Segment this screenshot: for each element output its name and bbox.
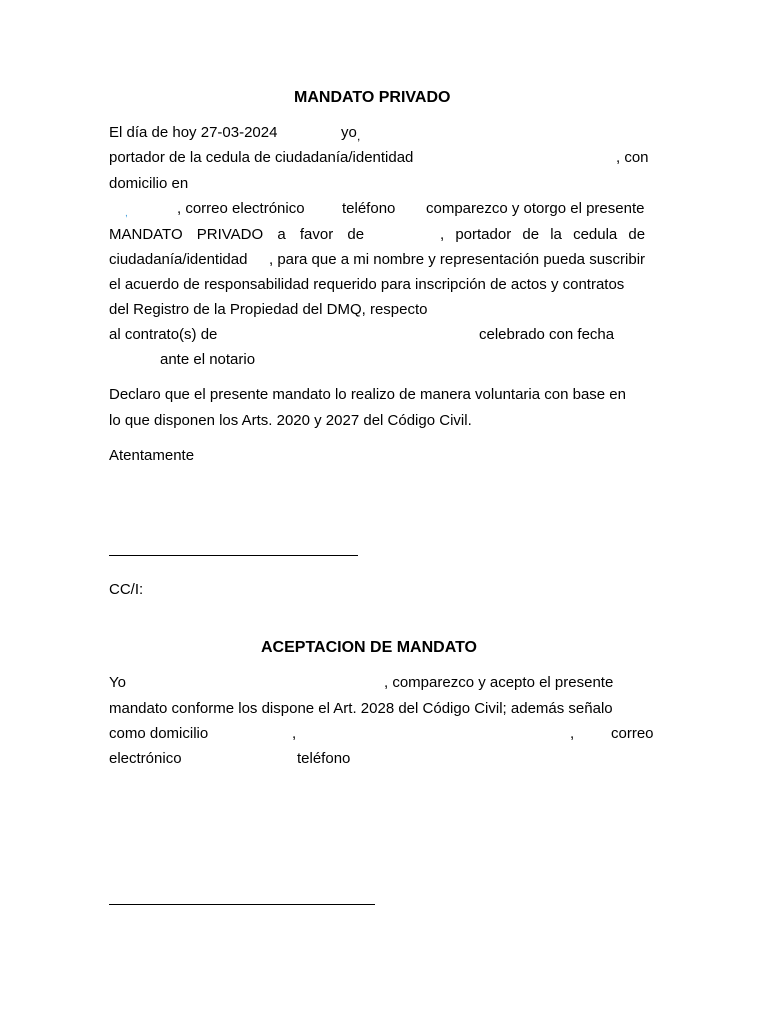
text-electronico: electrónico <box>109 750 182 767</box>
text-portador-2: , portador de la cedula de <box>440 226 646 243</box>
text-acuerdo: el acuerdo de responsabilidad requerido para inscripción de actos y contratos <box>109 276 625 293</box>
text-correo-2: correo <box>611 725 654 742</box>
signature-line-mandatario <box>109 904 375 905</box>
text-registro: del Registro de la Propiedad del DMQ, respecto <box>109 301 428 318</box>
text-date: El día de hoy 27-03-2024 <box>109 124 278 141</box>
text-atentamente: Atentamente <box>109 447 195 464</box>
text-acepto: , comparezco y acepto el presente <box>384 674 614 691</box>
text-con: , con <box>616 149 649 166</box>
text-comma-b: , <box>570 725 575 742</box>
text-telefono-2: teléfono <box>297 750 351 767</box>
text-declaro-2: lo que disponen los Arts. 2020 y 2027 del Código Civil. <box>109 412 472 429</box>
signature-line-mandante <box>109 555 358 556</box>
text-contrato: al contrato(s) de <box>109 326 218 343</box>
text-comma-a: , <box>292 725 297 742</box>
text-notario: ante el notario <box>160 351 256 368</box>
text-mandato-favor: MANDATO PRIVADO a favor de <box>109 226 365 243</box>
text-conforme: mandato conforme los dispone el Art. 2028 del Código Civil; además señalo <box>109 700 613 717</box>
text-yo-2: Yo <box>109 674 126 691</box>
acceptance-title: ACEPTACION DE MANDATO <box>261 639 477 656</box>
text-correo: , correo electrónico <box>177 200 305 217</box>
text-blue-comma: , <box>125 208 128 219</box>
text-yo: yo <box>341 124 357 141</box>
text-como-domicilio: como domicilio <box>109 725 209 742</box>
text-domicilio: domicilio en <box>109 175 189 192</box>
text-comparezco: comparezco y otorgo el presente <box>426 200 645 217</box>
document-title: MANDATO PRIVADO <box>294 89 451 106</box>
text-portador: portador de la cedula de ciudadanía/identidad <box>109 149 414 166</box>
text-comma: , <box>357 129 361 143</box>
text-para-que: , para que a mi nombre y representación pueda suscribir <box>269 251 646 268</box>
text-declaro-1: Declaro que el presente mandato lo realizo de manera voluntaria con base en <box>109 386 626 403</box>
text-celebrado: celebrado con fecha <box>479 326 615 343</box>
text-telefono: teléfono <box>342 200 396 217</box>
text-ciudadania: ciudadanía/identidad <box>109 251 248 268</box>
text-cci: CC/I: <box>109 581 144 598</box>
